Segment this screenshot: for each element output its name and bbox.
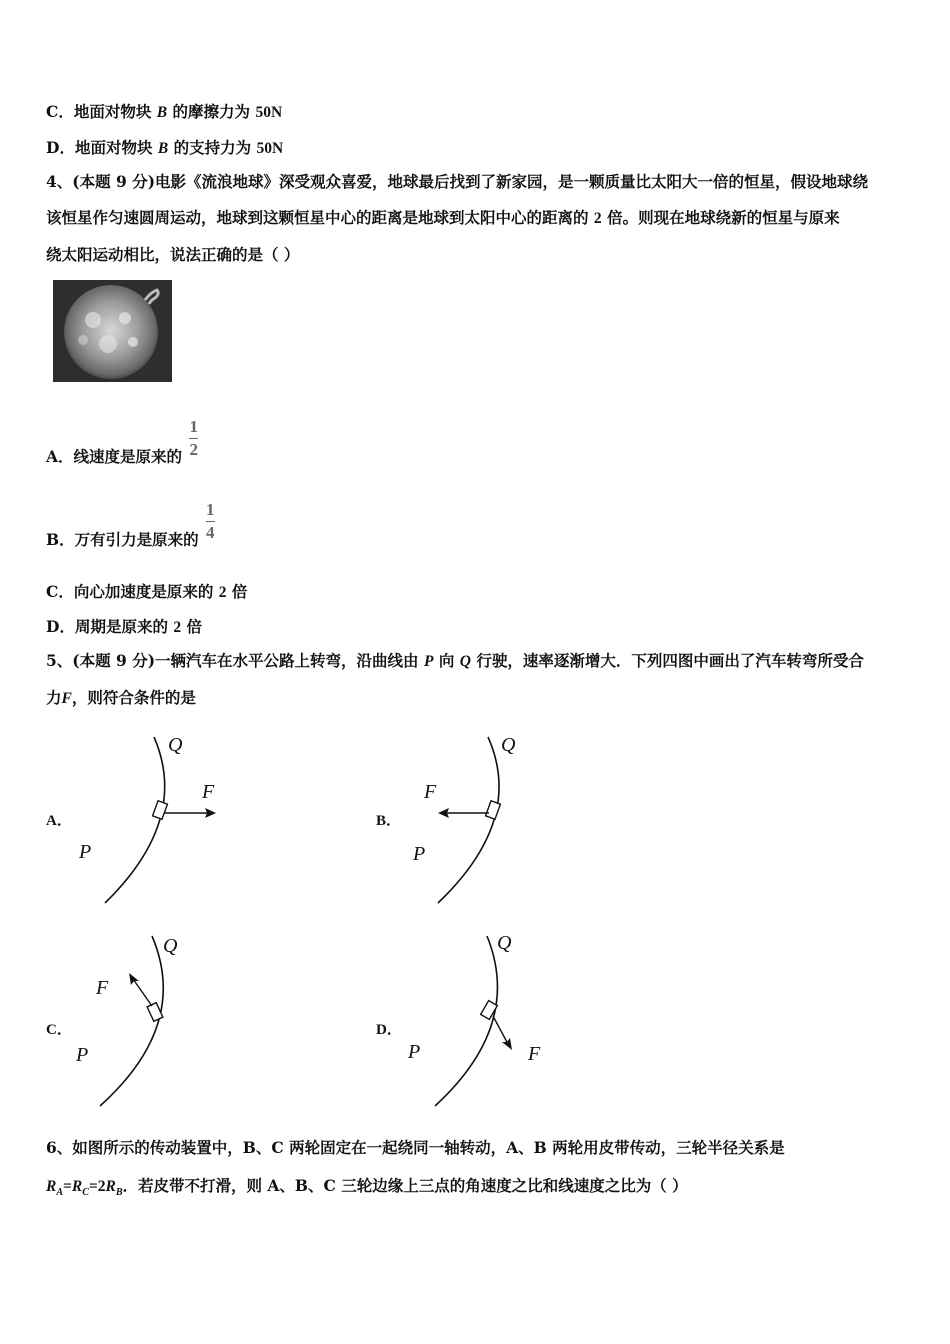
q4-option-d: D．周期是原来的 2 倍 — [46, 617, 203, 636]
q4-stem-line1: 4、(本题 9 分)电影《流浪地球》深受观众喜爱，地球最后找到了新家园，是一颗质量比太阳大一倍的恒星，假设地球绕 — [46, 172, 869, 191]
sun-image — [53, 280, 172, 382]
car-box — [481, 1001, 498, 1020]
label-q: Q — [497, 932, 512, 954]
road-curve — [105, 737, 165, 903]
q5-option-b-diagram — [405, 725, 575, 910]
label-p: P — [79, 841, 92, 863]
q5-stem-line2: 力F，则符合条件的是 — [46, 688, 196, 707]
car-box — [153, 801, 168, 819]
q5-option-a-label: A． — [46, 813, 72, 829]
force-arrow — [133, 979, 152, 1006]
q5-option-d-diagram — [405, 930, 575, 1115]
q4-stem-line2: 该恒星作匀速圆周运动，地球到这颗恒星中心的距离是地球到太阳中心的距离的 2 倍。则现在地球绕新的恒星与原来 — [46, 208, 840, 227]
label-q: Q — [501, 734, 516, 756]
label-p: P — [413, 843, 426, 865]
q5-option-b-label: B． — [376, 813, 402, 829]
sun-illustration — [53, 280, 172, 382]
car-box — [486, 801, 501, 819]
q5-option-c-diagram — [70, 930, 240, 1115]
q4-stem-line3: 绕太阳运动相比，说法正确的是（ ） — [46, 245, 300, 264]
q6-stem-line2: $R_A=R_C=2R_B$．若皮带不打滑，则 A、B、C 三轮边缘上三点的角速度之比和线速度之比为（ ） — [46, 1176, 688, 1199]
fraction-one-half: $\frac{1}{2}$ — [189, 417, 198, 459]
fraction-one-quarter: $\frac{1}{4}$ — [206, 500, 215, 542]
q6-stem-line1: 6、如图所示的传动装置中，B、C 两轮固定在一起绕同一轴转动，A、B 两轮用皮带传动，三轮半径关系是 — [46, 1138, 785, 1157]
q3-option-d: D．地面对物块 B 的支持力为 50N — [46, 138, 284, 157]
label-f: F — [528, 1043, 541, 1065]
q4-option-b: B．万有引力是原来的 $\frac{1}{4}$ — [46, 500, 215, 549]
road-curve — [438, 737, 499, 903]
q3-option-c: C．地面对物块 B 的摩擦力为 50N — [46, 102, 283, 121]
force-arrowhead — [502, 1038, 512, 1050]
q5-option-a-diagram — [70, 725, 240, 910]
q5-option-c-label: C． — [46, 1022, 72, 1038]
car-box — [147, 1003, 163, 1022]
label-q: Q — [168, 734, 183, 756]
force-arrow — [493, 1016, 508, 1044]
q5-stem-line1: 5、(本题 9 分)一辆汽车在水平公路上转弯，沿曲线由 P 向 Q 行驶，速率逐渐增大．下列四图中画出了汽车转弯所受合 — [46, 651, 864, 670]
label-f: F — [202, 781, 215, 803]
label-f: F — [96, 977, 109, 999]
force-arrowhead — [129, 973, 139, 985]
q4-option-c: C．向心加速度是原来的 2 倍 — [46, 582, 248, 601]
label-f: F — [424, 781, 437, 803]
q5-option-d-label: D． — [376, 1022, 402, 1038]
road-curve — [435, 936, 497, 1106]
q4-option-a: A．线速度是原来的 $\frac{1}{2}$ — [46, 417, 198, 466]
label-p: P — [76, 1044, 89, 1066]
label-q: Q — [163, 935, 178, 957]
label-p: P — [408, 1041, 421, 1063]
